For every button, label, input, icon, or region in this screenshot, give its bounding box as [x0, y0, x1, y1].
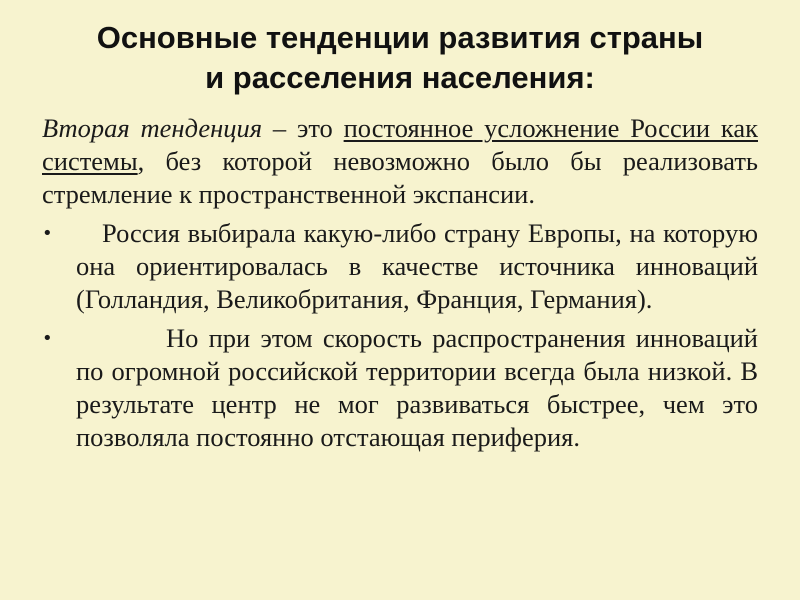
bullet-item-2 [42, 322, 758, 454]
intro-underlined-phrase: постоянное усложнение России как системы [42, 113, 758, 176]
bullet-text-1 [76, 217, 758, 316]
bullet-text-1-content: Россия выбирала какую-либо страну Европы, на которую она ориентировалась в качестве источника инноваций (Голландия, Великобритания, Франция, Германия). [76, 218, 758, 314]
slide-body [42, 112, 758, 460]
title-line-1: Основные тенденции развития страны [96, 20, 704, 55]
bullet-item-1 [42, 217, 758, 316]
intro-italic-lead: Вторая тенденция [42, 113, 263, 143]
bullet-text-2 [76, 322, 758, 454]
slide-title [20, 18, 780, 98]
intro-dash: – это [262, 113, 344, 143]
bullet-text-2-content: Но при этом скорость распространения инноваций по огромной российской территории всегда была низкой. В результате центр не мог развиваться быстрее, чем это позволяла постоянно отстающая периферия. [76, 323, 758, 452]
intro-paragraph [42, 112, 758, 211]
bullet-icon: • [42, 328, 53, 349]
bullet-icon: • [42, 223, 53, 244]
title-line-2: и расселения населения: [205, 60, 595, 95]
intro-rest: , без которой невозможно было бы реализовать стремление к пространственной экспансии. [42, 146, 758, 209]
